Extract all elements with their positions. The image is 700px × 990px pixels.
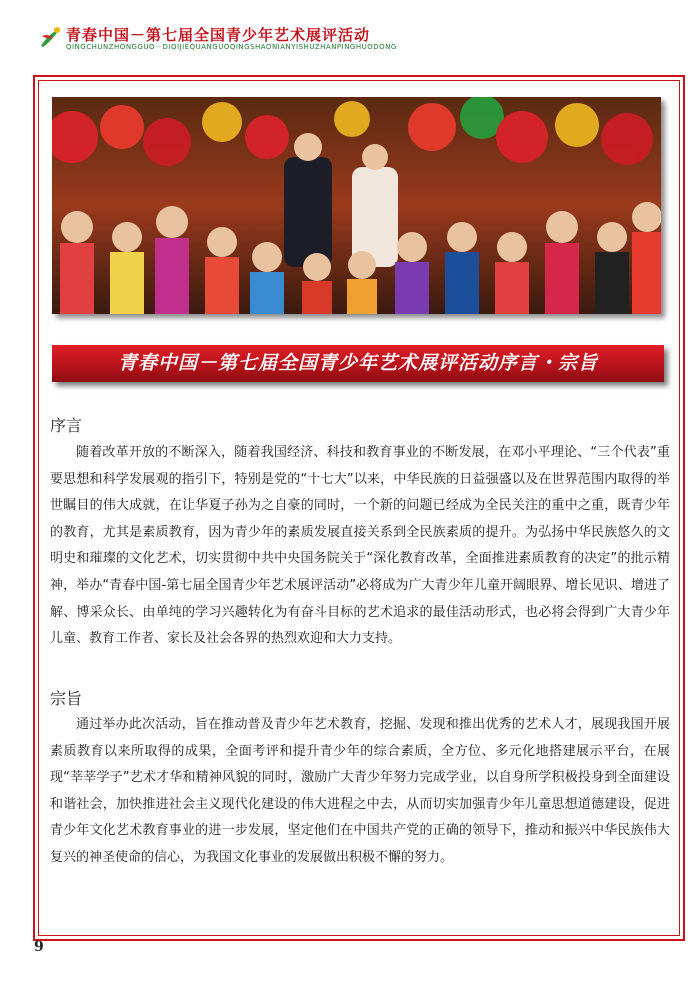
purpose-body: 通过举办此次活动，旨在推动普及青少年艺术教育，挖掘、发现和推出优秀的艺术人才，展现我国开展素质教育以来所取得的成果，全面考评和提升青少年的综合素质，全方位、多元化地搭建展示平台，在展现“莘莘学子”艺术才华和精神风貌的同时，激励广大青少年努力完成学业，以自身所学积极投身到全面建设和谐社会，加快推进社会主义现代化建设的伟大进程之中去，从而切实加强青少年儿童思想道德建设，促进青少年文化艺术教育事业的进一步发展，坚定他们在中国共产党的正确的领导下，推动和振兴中华民族伟大复兴的神圣使命的信心，为我国文化事业的发展做出积极不懈的努力。 [50,717,670,865]
preface-body: 随着改革开放的不断深入，随着我国经济、科技和教育事业的不断发展，在邓小平理论、“三个代表”重要思想和科学发展观的指引下，特别是党的“十七大”以来，中华民族的日益强盛以及在世界范围内取得的举世瞩目的伟大成就，在让华夏子孙为之自豪的同时，一个新的问题已经成为全民关注的重中之重，既青少年的教育，尤其是素质教育，因为青少年的素质发展直接关系到全民族素质的提升。为弘扬中华民族悠久的文明史和璀璨的文化艺术，切实贯彻中共中央国务院关于“深化教育改革，全面推进素质教育的决定”的批示精神，举办“青春中国-第七届全国青少年艺术展评活动”必将成为广大青少年儿童开阔眼界、增长见识、增进了解、博采众长、由单纯的学习兴趣转化为有奋斗目标的艺术追求的最佳活动形式，也必将会得到广大青少年儿童、教育工作者、家长及社会各界的热烈欢迎和大力支持。 [50,445,670,647]
festival-logo-icon [38,24,64,50]
stage-performance-photo [52,97,661,314]
preface-heading: 序言 [50,416,83,435]
purpose-heading: 宗旨 [50,689,83,708]
section-banner: 青春中国－第七届全国青少年艺术展评活动序言・宗旨 [52,345,664,382]
header-title: 青春中国－第七届全国青少年艺术展评活动 [66,26,371,44]
header-subtitle: QINGCHUNZHONGGUO－DIQIJIEQUANGUOQINGSHAONIANYISHUZHANPINGHUODONG [66,43,397,51]
page-number: 9 [34,939,44,955]
page-header [0,0,700,62]
